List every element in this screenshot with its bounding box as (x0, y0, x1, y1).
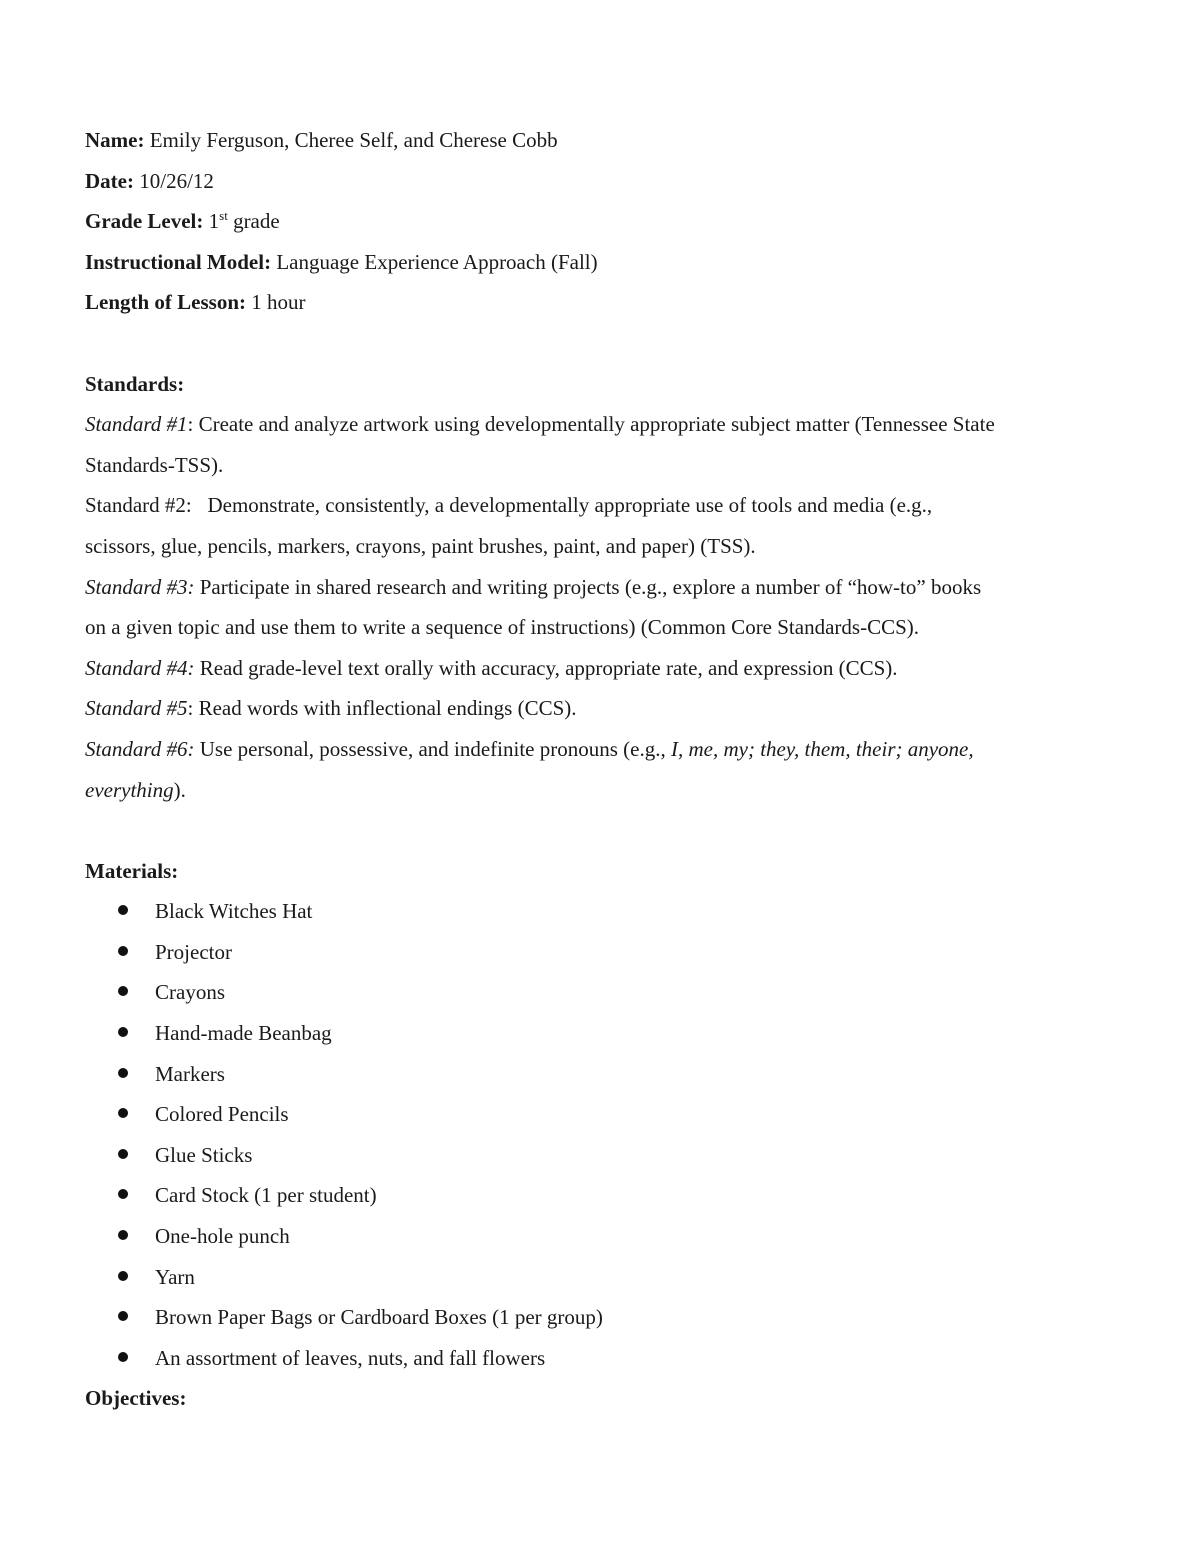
list-item (85, 1261, 1115, 1302)
standard-3-label: Standard #3: (85, 574, 195, 599)
standard-1-text-2: Standards-TSS). (85, 452, 224, 477)
spacer (85, 327, 1115, 368)
standard-4-text: Read grade-level text orally with accuracy, appropriate rate, and expression (CCS). (194, 655, 898, 680)
standard-6-label: Standard #6: (85, 736, 195, 761)
standard-1-label: Standard #1 (85, 412, 188, 437)
list-item (85, 1342, 1115, 1383)
standard-1-line-2 (85, 449, 1115, 490)
date-value: 10/26/12 (133, 168, 214, 193)
list-item (85, 1058, 1115, 1099)
list-item (85, 976, 1115, 1017)
list-item-label: Glue Sticks (155, 1142, 253, 1167)
standards-heading: Standards: (85, 371, 185, 396)
standard-2-text-2: scissors, glue, pencils, markers, crayons, paint brushes, paint, and paper) (TSS). (85, 533, 756, 558)
date-line (85, 165, 1115, 206)
bullet-icon (118, 1108, 128, 1118)
standard-3-text-2: on a given topic and use them to write a sequence of instructions) (Common Core Standards-CCS). (85, 615, 920, 640)
grade-level-label: Grade Level: (85, 209, 204, 234)
list-item-label: Crayons (155, 980, 225, 1005)
lesson-length-value: 1 hour (246, 290, 306, 315)
bullet-icon (118, 1230, 128, 1240)
list-item (85, 1220, 1115, 1261)
list-item (85, 1139, 1115, 1180)
bullet-icon (118, 1311, 128, 1321)
list-item (85, 1179, 1115, 1220)
instructional-model-line (85, 246, 1115, 287)
lesson-length-line (85, 286, 1115, 327)
standard-1-line-1 (85, 408, 1115, 449)
instructional-model-label: Instructional Model: (85, 249, 272, 274)
list-item (85, 1098, 1115, 1139)
list-item-label: Hand-made Beanbag (155, 1021, 332, 1046)
standard-6-pronouns-end: everything (85, 777, 174, 802)
standard-1-text-1: : Create and analyze artwork using developmentally appropriate subject matter (Tennessee State (187, 412, 995, 437)
date-label: Date: (85, 168, 134, 193)
list-item-label: Markers (155, 1061, 225, 1086)
objectives-heading-line (85, 1382, 1115, 1423)
bullet-icon (118, 986, 128, 996)
bullet-icon (118, 1352, 128, 1362)
lesson-length-label: Length of Lesson: (85, 290, 247, 315)
standard-6-closing: ). (173, 777, 186, 802)
standard-2-text-1: Standard #2: Demonstrate, consistently, a developmentally appropriate use of tools and media (e.g., (85, 493, 933, 518)
name-line (85, 124, 1115, 165)
list-item-label: Projector (155, 939, 232, 964)
list-item-label: Black Witches Hat (155, 899, 313, 924)
name-value: Emily Ferguson, Cheree Self, and Cherese Cobb (144, 128, 558, 152)
bullet-icon (118, 1068, 128, 1078)
bullet-icon (118, 1189, 128, 1199)
standard-6-pronouns: I, me, my; they, them, their; anyone, (670, 736, 974, 761)
standard-3-text-1: Participate in shared research and writing projects (e.g., explore a number of “how-to” books (194, 574, 982, 599)
standard-5-label: Standard #5 (85, 696, 188, 721)
list-item (85, 1017, 1115, 1058)
standard-6-line-1 (85, 733, 1115, 774)
bullet-icon (118, 1027, 128, 1037)
standards-heading-line (85, 368, 1115, 409)
spacer (85, 814, 1115, 855)
grade-number: 1 (203, 209, 220, 234)
name-label: Name: (85, 128, 145, 152)
materials-heading-line (85, 855, 1115, 896)
standard-2-line-1 (85, 489, 1115, 530)
list-item (85, 936, 1115, 977)
standard-4-line (85, 652, 1115, 693)
standard-6-text: Use personal, possessive, and indefinite pronouns (e.g., (194, 736, 671, 761)
standard-3-line-2 (85, 611, 1115, 652)
bullet-icon (118, 1271, 128, 1281)
standard-4-label: Standard #4: (85, 655, 195, 680)
document-page (85, 124, 1115, 1423)
grade-level-line (85, 205, 1115, 246)
standard-5-text: : Read words with inflectional endings (CCS). (187, 696, 577, 721)
list-item (85, 895, 1115, 936)
standard-6-line-2 (85, 774, 1115, 815)
standard-3-line-1 (85, 571, 1115, 612)
grade-rest: grade (227, 209, 280, 234)
bullet-icon (118, 1149, 128, 1159)
materials-list (85, 895, 1115, 1382)
instructional-model-value: Language Experience Approach (Fall) (271, 249, 598, 274)
materials-heading: Materials: (85, 858, 179, 883)
list-item-label: Card Stock (1 per student) (155, 1183, 377, 1208)
list-item-label: An assortment of leaves, nuts, and fall flowers (155, 1345, 546, 1370)
list-item-label: Yarn (155, 1264, 195, 1289)
list-item (85, 1301, 1115, 1342)
bullet-icon (118, 946, 128, 956)
list-item-label: Brown Paper Bags or Cardboard Boxes (1 per group) (155, 1305, 603, 1330)
standard-2-line-2 (85, 530, 1115, 571)
standard-5-line (85, 692, 1115, 733)
list-item-label: Colored Pencils (155, 1102, 289, 1127)
list-item-label: One-hole punch (155, 1224, 290, 1249)
objectives-heading: Objectives: (85, 1386, 187, 1411)
grade-superscript: st (219, 208, 228, 224)
bullet-icon (118, 905, 128, 915)
